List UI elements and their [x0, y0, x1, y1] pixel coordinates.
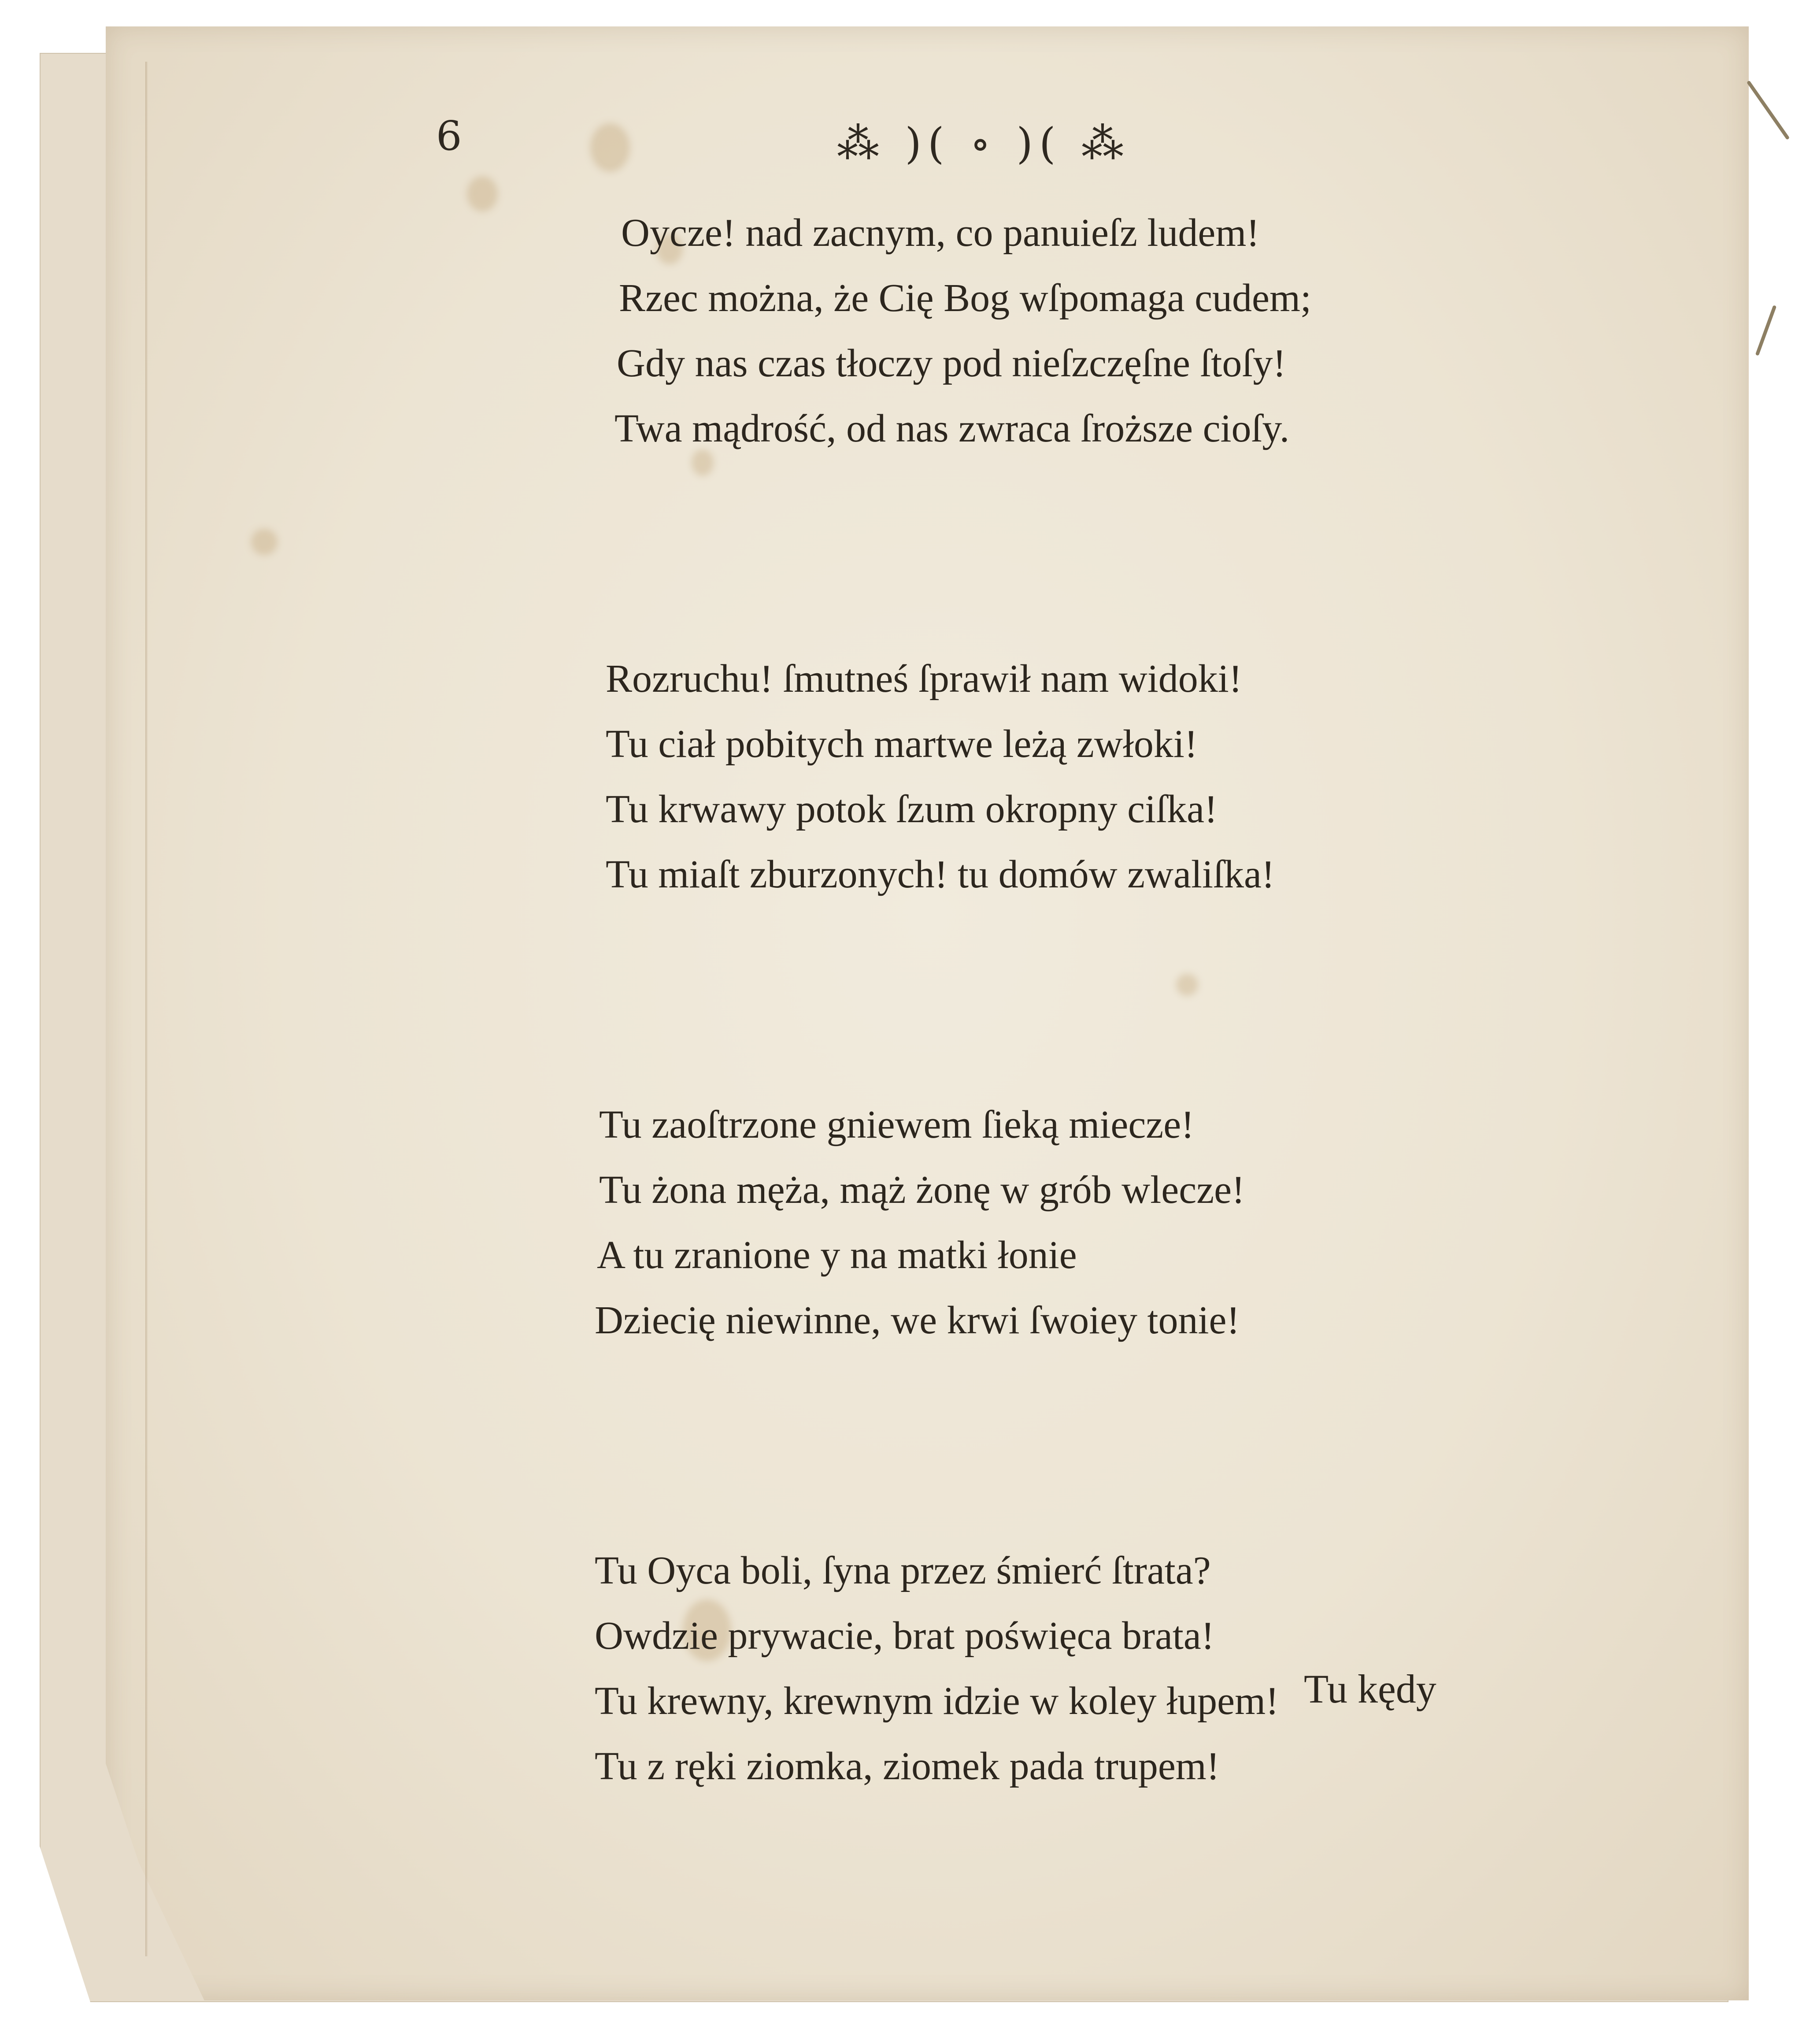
verse-line: Rzec można, że Cię Bog wſpomaga cudem; [619, 276, 1311, 320]
foxing-stain [590, 123, 630, 172]
stanza-3 [595, 1092, 1484, 1353]
verse-line: Tu krwawy potok ſzum okropny ciſka! [606, 787, 1218, 831]
binding-thread [1755, 305, 1777, 356]
verse-line: A tu zranione y na matki łonie [597, 1233, 1077, 1277]
foxing-stain [251, 529, 278, 555]
stanza-1 [595, 200, 1484, 461]
verse-line: Tu żona męża, mąż żonę w grób wlecze! [599, 1168, 1245, 1212]
verse-line: Tu zaoſtrzone gniewem ſieką miecze! [599, 1103, 1195, 1146]
page-number: 6 [436, 112, 462, 160]
binding-thread [1747, 80, 1790, 140]
verse-line: Gdy nas czas tłoczy pod nieſzczęſne ſtoſy! [617, 341, 1286, 385]
catchword: Tu kędy [1304, 1666, 1436, 1711]
verse-line: Dziecię niewinne, we krwi ſwoiey tonie! [595, 1298, 1240, 1342]
poem-text [595, 200, 1484, 1799]
verse-line: Twa mądrość, od nas zwraca ſroższe cioſy. [614, 407, 1290, 450]
verse-line: Tu z ręki ziomka, ziomek pada trupem! [595, 1744, 1220, 1788]
verse-line: Oycze! nad zacnym, co panuieſz ludem! [621, 211, 1260, 255]
foxing-stain [467, 176, 498, 211]
stanza-2 [595, 646, 1484, 907]
header-ornament: ⁂ )( ∘ )( ⁂ [837, 119, 1130, 168]
verse-line: Tu miaſt zburzonych! tu domów zwaliſka! [606, 853, 1275, 896]
verse-line: Owdzie prywacie, brat poświęca brata! [595, 1614, 1214, 1658]
verse-line: Tu ciał pobitych martwe leżą zwłoki! [606, 722, 1198, 766]
verse-line: Rozruchu! ſmutneś ſprawił nam widoki! [606, 657, 1242, 701]
page-fold-shadow [145, 62, 148, 1956]
verse-line: Tu krewny, krewnym idzie w koley łupem! [595, 1679, 1279, 1723]
verse-line: Tu Oyca boli, ſyna przez śmierć ſtrata? [595, 1549, 1211, 1592]
